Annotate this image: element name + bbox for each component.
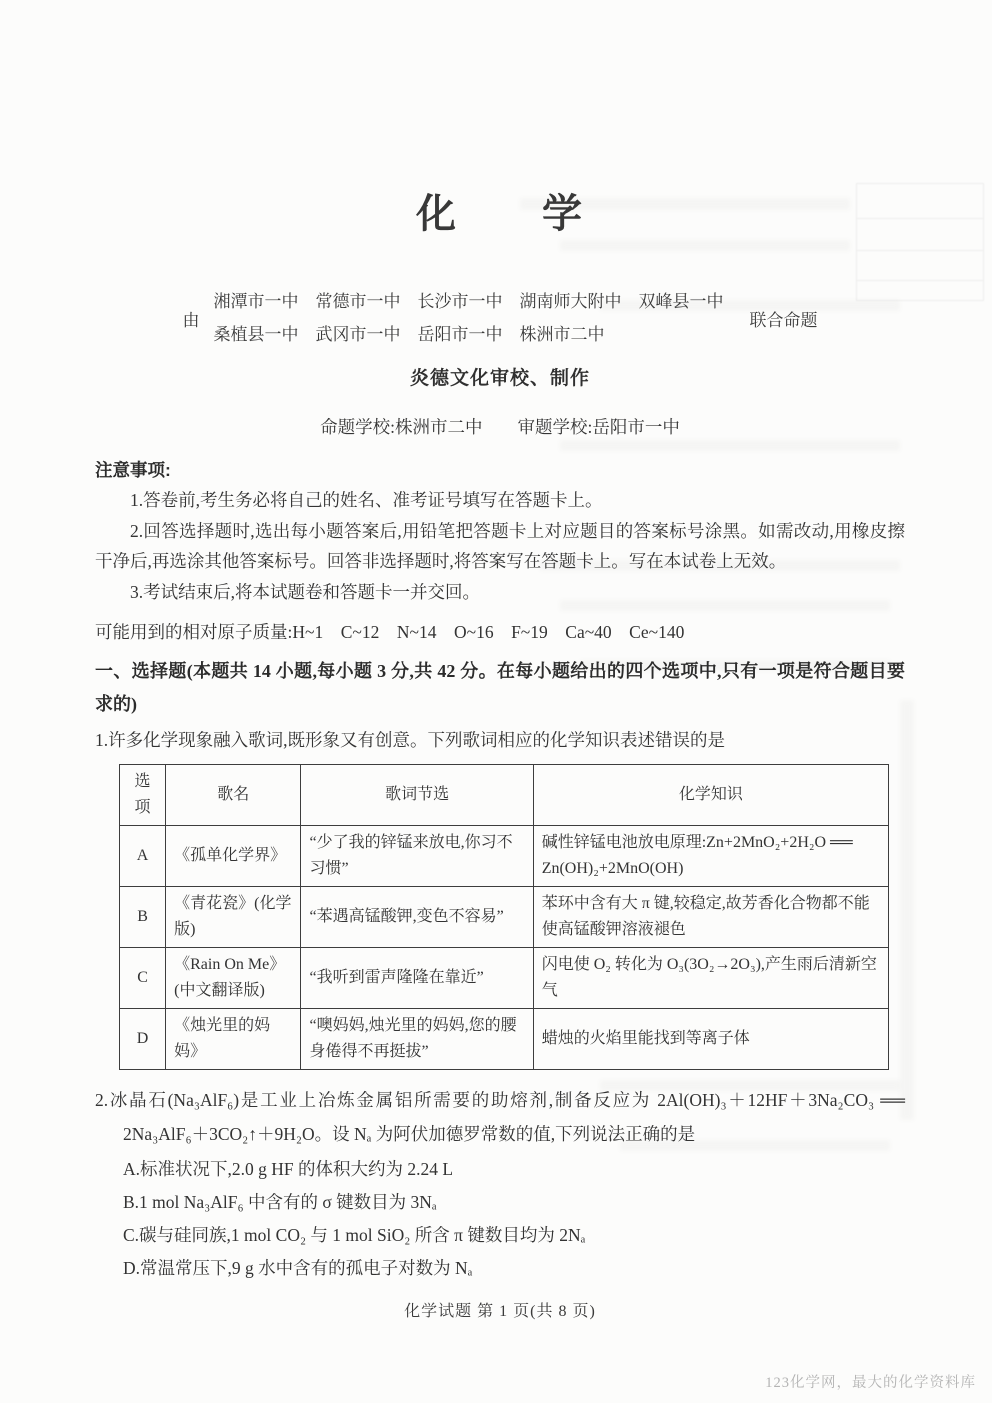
table-header-row: [120, 765, 889, 826]
option-label: A: [120, 826, 166, 887]
song-name: 《Rain On Me》(中文翻译版): [166, 948, 301, 1009]
question-1-table: [119, 764, 889, 1070]
question-2-option-a: A.标准状况下,2.0 g HF 的体积大约为 2.24 L: [123, 1159, 454, 1179]
column-header-lyric: 歌词节选: [301, 765, 533, 826]
question-2-option-b: B.1 mol Na₃AlF₆ 中含有的 σ 键数目为 3Nₐ: [123, 1192, 437, 1212]
song-name: 《烛光里的妈妈》: [166, 1009, 301, 1070]
byline-suffix: 联合命题: [749, 310, 818, 330]
table-row: [120, 887, 889, 948]
song-name: 《青花瓷》(化学版): [166, 887, 301, 948]
lyric-excerpt: “少了我的锌锰来放电,你习不习惯”: [301, 826, 533, 887]
notice-heading: 注意事项:: [95, 460, 171, 480]
page-content: [0, 182, 992, 1321]
question-2-option-c: C.碳与硅同族,1 mol CO₂ 与 1 mol SiO₂ 所含 π 键数目均为 2Nₐ: [123, 1225, 586, 1245]
song-name: 《孤单化学界》: [166, 826, 301, 887]
chemistry-knowledge: 苯环中含有大 π 键,较稳定,故芳香化合物都不能使高锰酸钾溶液褪色: [533, 887, 888, 948]
site-watermark: 123化学网，最大的化学资料库: [765, 1375, 976, 1391]
chemistry-knowledge: 闪电使 O₂ 转化为 O₃(3O₂→2O₃),产生雨后清新空气: [533, 948, 888, 1009]
notice-item-2: 2.回答选择题时,选出每小题答案后,用铅笔把答题卡上对应题目的答案标号涂黑。如需改动,用橡皮擦干净后,再选涂其他答案标号。回答非选择题时,将答案写在答题卡上。写在本试卷上无效。: [95, 520, 905, 571]
notice-section: [95, 455, 905, 607]
column-header-song: 歌名: [166, 765, 301, 826]
notice-item-1: 1.答卷前,考生务必将自己的姓名、准考证号填写在答题卡上。: [130, 490, 603, 510]
option-label: D: [120, 1009, 166, 1070]
proposer-line: 命题学校:株洲市二中 审题学校:岳阳市一中: [320, 417, 680, 437]
lyric-excerpt: “噢妈妈,烛光里的妈妈,您的腰身倦得不再挺拔”: [301, 1009, 533, 1070]
byline-prefix: 由: [182, 310, 200, 330]
section-1-heading: 一、选择题(本题共 14 小题,每小题 3 分,共 42 分。在每小题给出的四个选项中,只有一项是符合题目要求的): [95, 661, 905, 714]
table-row: [120, 826, 889, 887]
table-row: [120, 948, 889, 1009]
question-2-option-d: D.常温常压下,9 g 水中含有的孤电子对数为 Nₐ: [123, 1258, 473, 1278]
lyric-excerpt: “我听到雷声隆隆在靠近”: [301, 948, 533, 1009]
option-label: B: [120, 887, 166, 948]
page-title: 化 学: [416, 191, 584, 236]
school-list-row-2: 桑植县一中 武冈市一中 岳阳市一中 株洲市二中: [213, 325, 605, 344]
column-header-option: 选项: [120, 765, 166, 826]
page-number-label: 化学试题 第 1 页(共 8 页): [404, 1303, 596, 1320]
chemistry-knowledge: 碱性锌锰电池放电原理:Zn+2MnO₂+2H₂O ══ Zn(OH)₂+2MnO(OH): [533, 826, 888, 887]
school-list: [214, 285, 724, 351]
question-2-stem: 2.冰晶石(Na₃AlF₆)是工业上冶炼金属铝所需要的助熔剂,制备反应为 2Al(OH)₃＋12HF＋3Na₂CO₃ ══ 2Na₃AlF₆＋3CO₂↑＋9H₂O。设 Nₐ 为阿伏加德罗常数的值,下列说法正确的是: [95, 1090, 905, 1144]
question-2-options: [95, 1153, 905, 1285]
school-list-row-1: 湘潭市一中 常德市一中 长沙市一中 湖南师大附中 双峰县一中: [213, 292, 724, 311]
chemistry-knowledge: 蜡烛的火焰里能找到等离子体: [533, 1009, 888, 1070]
notice-item-3: 3.考试结束后,将本试题卷和答题卡一并交回。: [130, 581, 480, 602]
byline: [95, 285, 905, 351]
produced-by-line: 炎德文化审校、制作: [409, 368, 590, 389]
option-label: C: [120, 948, 166, 1009]
question-1-stem: 1.许多化学现象融入歌词,既形象又有创意。下列歌词相应的化学知识表述错误的是: [95, 730, 725, 750]
table-row: [120, 1009, 889, 1070]
atomic-masses-line: 可能用到的相对原子质量:H~1 C~12 N~14 O~16 F~19 Ca~40 Ce~140: [95, 622, 685, 642]
column-header-knowledge: 化学知识: [533, 765, 888, 826]
lyric-excerpt: “苯遇高锰酸钾,变色不容易”: [301, 887, 533, 948]
